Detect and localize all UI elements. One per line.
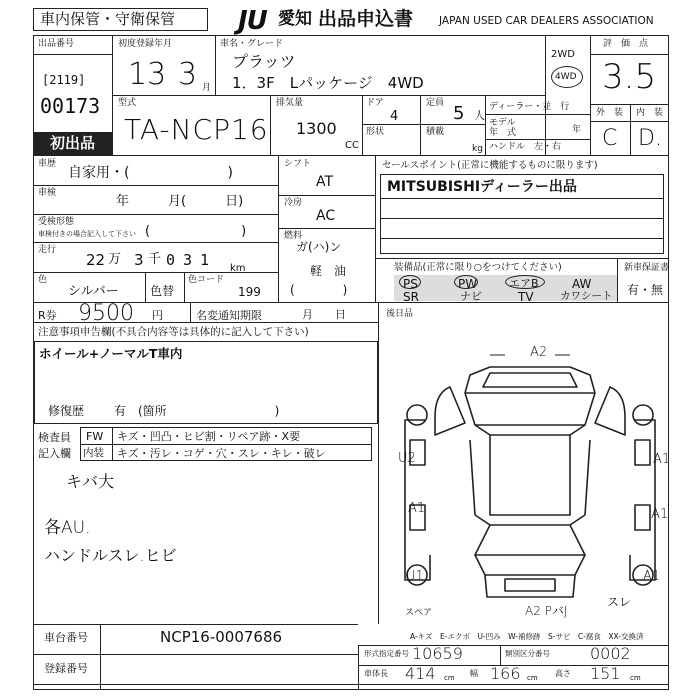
lot-sub: [2119] [42, 73, 86, 87]
inspector-label-2: 記入欄 [38, 447, 71, 460]
mileage-label: 走行 [38, 245, 57, 255]
ac-value: AC [316, 208, 336, 224]
inspector-label-1: 検査員 [38, 431, 71, 444]
capacity-unit: 人 [474, 109, 485, 122]
mileage-unit: km [230, 263, 246, 274]
spec-height-unit: cm [630, 674, 641, 682]
car-name-label: 車名・グレード [220, 39, 284, 49]
inspector-row2: キズ・汚レ・コゲ・穴・スレ・キレ・破レ [117, 447, 326, 460]
receiving-label: 受検形態 [38, 217, 75, 227]
registration-month-unit: 月 [202, 83, 212, 93]
chassis-value: NCP16-0007686 [160, 628, 283, 646]
doors-label: ドア [366, 98, 384, 108]
inspection-value: 年 月( 日) [116, 194, 244, 209]
diagram-legend: A-キズ E-エクボ U-凹み W-補修跡 S-サビ C-腐食 XX-交換済 [410, 632, 644, 641]
notes-label: 注意事項申告欄(不具合内容等は具体的に記入して下さい) [38, 326, 309, 338]
receiving-value: ( ) [145, 224, 247, 239]
notes-text: ホイール+ノーマルT車内 [39, 346, 183, 361]
exterior-label: 外 装 [596, 108, 624, 118]
color-code-label: 色コード [188, 275, 225, 285]
spec-length-value: 414 [405, 664, 436, 683]
inspector-fw: FW [86, 430, 104, 443]
spec-width-label: 幅 [470, 669, 478, 678]
registration-number-label: 登録番号 [44, 662, 88, 675]
spec-length-unit: cm [444, 674, 455, 682]
model-year-unit: 年 [572, 125, 582, 135]
color-value: シルバー [68, 284, 119, 299]
sales-points-label: セールスポイント(正常に機能するものに限ります) [382, 160, 598, 171]
spec-width-value: 166 [490, 664, 521, 683]
registration-year: 13 [128, 57, 167, 92]
document-title: 出品申込書 [318, 8, 414, 30]
displacement-label: 排気量 [276, 98, 304, 108]
diagram-spare-label: スペア [405, 608, 433, 618]
interior-grade: D. [638, 126, 662, 151]
evaluation-score: 3.5 [602, 57, 657, 97]
spec-width-unit: cm [527, 674, 538, 682]
handle-label: ハンドル 左・右 [489, 142, 562, 152]
recycle-value: 9500 [78, 301, 134, 326]
shift-label: シフト [284, 159, 312, 169]
ju-logo: JU [238, 6, 267, 36]
receiving-note: 車検付きの場合記入して下さい [38, 230, 136, 238]
diagram-mark-a2-bottom: A2 PバJ [525, 604, 568, 618]
drive-2wd: 2WD [551, 49, 575, 60]
shift-value: AT [316, 174, 334, 190]
inspector-hw-1: キバ大 [66, 472, 115, 491]
fuel-label: 燃料 [284, 231, 303, 241]
shape-label: 形状 [366, 127, 385, 137]
equip-circle-ps [399, 275, 421, 289]
diagram-mark-a1-right-2: A1 [651, 507, 669, 522]
recycle-label: R券 [38, 309, 57, 322]
recycle-unit: 円 [152, 309, 163, 322]
diagram-mark-scratch: スレ [607, 595, 632, 609]
capacity-label: 定員 [426, 98, 445, 108]
equip-sr[interactable]: SR [403, 290, 419, 304]
rear-label: 後日品 [386, 309, 414, 319]
spec-length-label: 車体長 [364, 669, 388, 678]
storage-label: 車内保管・守衛保管 [40, 10, 176, 28]
model-year-label: モデル 年 式 [489, 118, 517, 138]
equipment-label: 装備品(正常に限り○をつけてください) [394, 262, 562, 273]
dealer-label: ディーラー・並 行 [489, 102, 570, 112]
name-change-value: 月 日 [302, 308, 346, 321]
car-name: プラッツ [232, 52, 296, 71]
mileage-man: 22 [86, 251, 106, 269]
equip-circle-airbag [505, 275, 545, 289]
equip-tv[interactable]: TV [518, 290, 534, 304]
fuel-value: ガ(ハ)ン [296, 240, 342, 254]
spec-class-value: 0002 [590, 644, 631, 663]
org-name: 愛知 [278, 9, 312, 29]
load-label: 積載 [426, 127, 445, 137]
equip-seat[interactable]: カワシート [560, 290, 613, 302]
warranty-value: 有・無 [627, 283, 664, 297]
diagram-mark-u2: U2 [398, 451, 416, 466]
fuel-alt: 軽 油 [310, 264, 347, 278]
inspector-hw-3: ハンドルスレ.ヒビ [44, 546, 177, 565]
lot-number: 00173 [40, 94, 101, 118]
equip-circle-pw [454, 275, 478, 289]
equip-ps[interactable]: PS [403, 277, 418, 291]
inspector-row1: キズ・凹凸・ヒビ割・リペア跡・X要 [117, 430, 301, 443]
interior-label: 内 装 [636, 108, 664, 118]
displacement-value: 1300 [296, 119, 337, 138]
car-damage-diagram [395, 365, 665, 605]
equip-airbag[interactable]: エアB [509, 277, 539, 290]
spec-model-label: 形式指定番号 [364, 649, 409, 658]
fuel-paren: ( ) [290, 283, 348, 297]
first-listing-badge: 初出品 [33, 132, 112, 155]
usage-value: 自家用・( ) [68, 165, 233, 181]
sales-points-value: MITSUBISHIディーラー出品 [387, 179, 577, 195]
lot-label: 出品番号 [38, 39, 75, 49]
inspector-hw-2: 各AU. [44, 518, 91, 538]
diagram-mark-a1-right-1: A1 [653, 452, 671, 467]
color-label: 色 [38, 275, 48, 285]
capacity-value: 5 [453, 103, 465, 124]
drive-4wd: 4WD [555, 72, 577, 82]
color-change-label: 色替 [150, 284, 175, 298]
association-name: JAPAN USED CAR DEALERS ASSOCIATION [439, 15, 654, 27]
mileage-man-unit: 万 [108, 252, 122, 267]
diagram-mark-a1-left: A1 [408, 501, 426, 516]
repair-value: 有 (箇所 ) [114, 404, 280, 418]
inspector-interior: 内装 [83, 447, 104, 459]
color-code: 199 [238, 285, 261, 299]
mileage-rest: 031 [166, 251, 218, 269]
chassis-label: 車台番号 [44, 631, 88, 644]
displacement-unit: CC [345, 140, 359, 151]
exterior-grade: C [602, 126, 618, 151]
diagram-mark-a1-right-3: A1 [643, 569, 661, 584]
car-grade: 1．3F Lパッケージ 4WD [232, 74, 424, 92]
doors-value: 4 [390, 109, 399, 124]
model-label: 型式 [118, 98, 137, 108]
spec-height-value: 151 [590, 664, 621, 683]
registration-label: 初度登録年月 [118, 39, 173, 49]
name-change-label: 名変通知期限 [196, 309, 262, 322]
mileage-sen-unit: 千 [148, 252, 162, 267]
usage-label: 車歴 [38, 159, 57, 169]
equip-navi[interactable]: ナビ [460, 290, 482, 303]
repair-label: 修復歴 [48, 404, 85, 418]
spec-model-value: 10659 [412, 644, 463, 663]
warranty-label: 新車保証書 [624, 263, 670, 273]
ac-label: 冷房 [284, 198, 303, 208]
registration-month: 3 [178, 57, 198, 92]
diagram-mark-u1: U1 [406, 569, 424, 584]
spec-height-label: 高さ [555, 669, 571, 678]
inspection-label: 車検 [38, 188, 57, 198]
spec-class-label: 類別区分番号 [505, 649, 550, 658]
equip-aw[interactable]: AW [572, 277, 592, 291]
equip-pw[interactable]: PW [458, 277, 478, 291]
load-unit: kg [472, 144, 483, 154]
diagram-mark-a2-top: A2 [530, 345, 548, 360]
mileage-sen: 3 [134, 251, 144, 269]
model-value: TA-NCP16 [124, 113, 269, 146]
evaluation-label: 評 価 点 [603, 39, 649, 49]
